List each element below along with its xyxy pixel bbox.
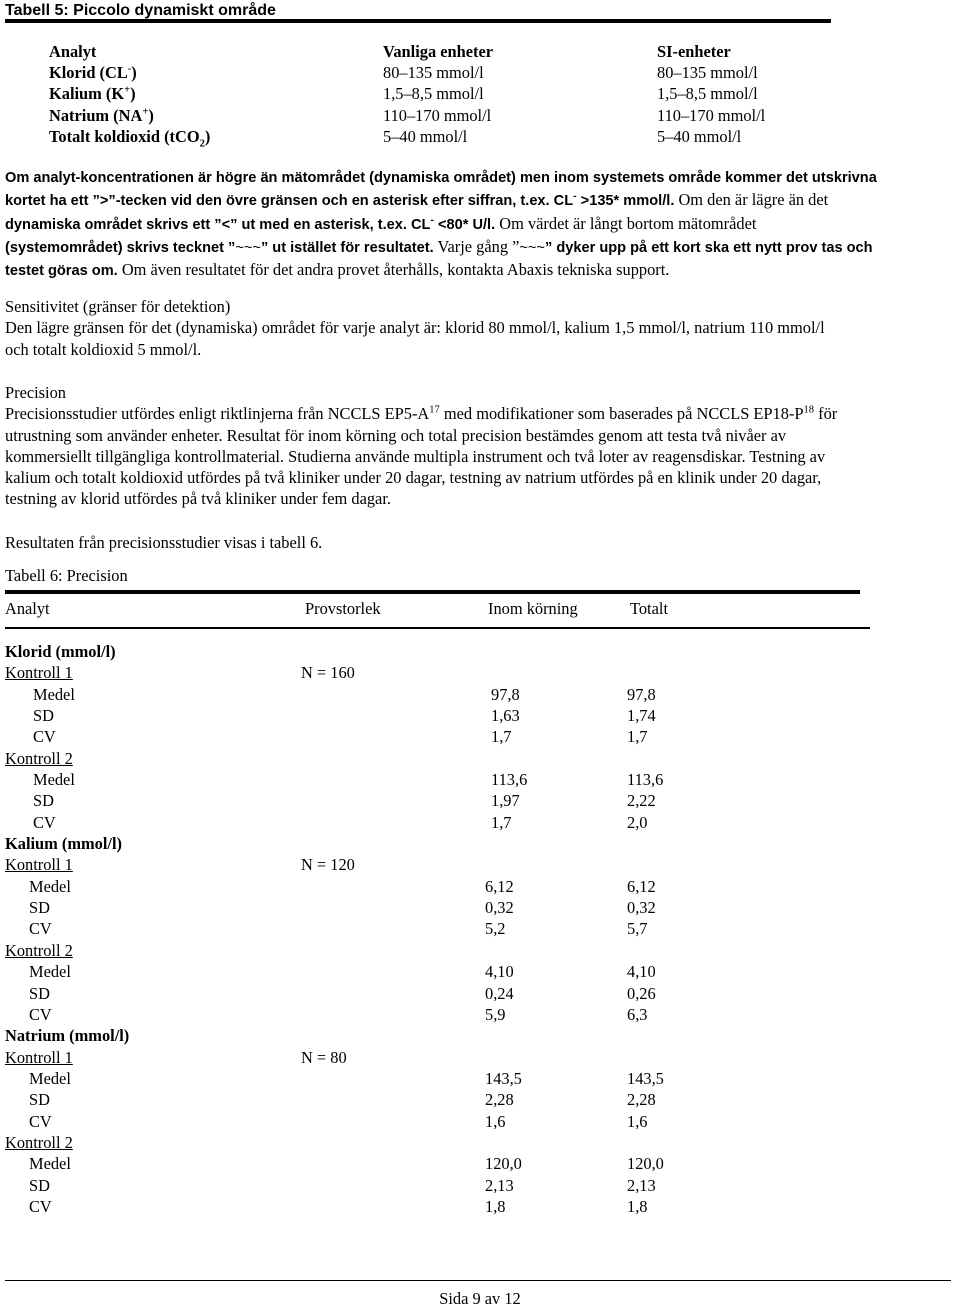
control-row [5,854,905,875]
precision-line: testning av klorid utfördes på två kliniker under fem dagar. [5,489,391,509]
total-value: 1,6 [627,1111,648,1131]
control-label: Kontroll 2 [5,1132,73,1152]
total-value: 1,8 [627,1196,648,1216]
page-number: Sida 9 av 12 [439,1289,521,1308]
total-value: 0,32 [627,898,656,918]
stat-label: CV [33,812,56,832]
within-run-value: 120,0 [485,1154,522,1174]
stat-label: CV [29,1004,52,1024]
stat-label: SD [33,706,54,726]
within-run-value: 1,7 [491,812,512,832]
total-value: 6,12 [627,876,656,896]
total-value: 5,7 [627,919,648,939]
precision-line: Precisionsstudier utfördes enligt riktlinjerna från NCCLS $EP5-A^{17}$ med modifikationer som baserades på NCCLS $EP18-P^{18}$ för [5,404,838,424]
stat-label: Medel [33,770,75,790]
within-run-value: 5,9 [485,1004,506,1024]
paragraph-line: Om analyt-koncentrationen är högre än mätområdet (dynamiska området) men inom systemets område kommer det utskrivna [5,170,877,186]
table5-title: Tabell 5: Piccolo dynamiskt område [5,2,276,19]
stat-row [5,812,905,833]
stat-row [5,1068,905,1089]
total-value: 143,5 [627,1068,664,1088]
total-value: 0,26 [627,983,656,1003]
stat-label: Medel [29,962,71,982]
si-range: 1,5–8,5 mmol/l [657,84,758,104]
total-value: 2,22 [627,791,656,811]
analyte-group-row [5,641,905,662]
control-label: Kontroll 1 [5,1047,73,1067]
reference-17: 17 [429,404,440,416]
table6-top-rule [5,590,860,594]
stat-label: CV [29,1111,52,1131]
si-range: 110–170 mmol/l [657,105,766,125]
analyte-name: Natrium (NA+) [49,105,154,125]
stat-row [5,1111,905,1132]
precision-section [5,382,950,510]
analyte-name: Kalium (K+) [49,84,136,104]
analyte-group-label: Klorid (mmol/l) [5,642,116,661]
stat-row [5,897,905,918]
header-si: SI-enheter [657,42,731,61]
stat-label: SD [29,1090,50,1110]
total-value: 2,28 [627,1090,656,1110]
t6-header-total: Totalt [630,599,668,618]
within-run-value: 0,24 [485,983,514,1003]
table6-header-rule [5,627,870,629]
analyte-group-row [5,833,905,854]
total-value: 2,13 [627,1175,656,1195]
total-value: 120,0 [627,1154,664,1174]
header-conventional: Vanliga enheter [383,42,494,61]
stat-label: CV [33,727,56,747]
t6-header-within-run: Inom körning [488,599,578,618]
control-row [5,1047,905,1068]
stat-row [5,790,905,811]
t6-header-analyt: Analyt [5,599,50,618]
precision-line: utrustning som använder enheter. Resultat för inom körning och total precision bestämdes genom att testa två nivåer av [5,425,787,445]
sample-size: N = 120 [301,855,355,875]
stat-label: Medel [29,876,71,896]
stat-row [5,961,905,982]
stat-row [5,876,905,897]
stat-row [5,705,905,726]
analyte-name: Totalt koldioxid (tCO$_2$) [49,126,211,150]
stat-row [5,684,905,705]
control-row [5,940,905,961]
conventional-range: 5–40 mmol/l [383,126,468,146]
table6-body [5,641,905,1217]
within-run-value: 1,8 [485,1196,506,1216]
stat-row [5,1004,905,1025]
total-value: 97,8 [627,684,656,704]
stat-label: Medel [33,684,75,704]
sensitivity-line: Den lägre gränsen för det (dynamiska) området för varje analyt är: klorid 80 mmol/l, kalium 1,5 mmol/l, natrium 110 mmol/l [5,318,825,338]
table5-top-rule [5,19,831,23]
sensitivity-section [5,296,950,360]
stat-label: Medel [29,1068,71,1088]
conventional-range: 1,5–8,5 mmol/l [383,84,484,104]
stat-row [5,726,905,747]
within-run-value: 97,8 [491,684,520,704]
within-run-value: 4,10 [485,962,514,982]
precision-heading: Precision [5,383,67,402]
analyte-name: Klorid (CL-) [49,63,137,83]
total-value: 1,7 [627,727,648,747]
control-row [5,1132,905,1153]
sample-size: N = 160 [301,663,355,683]
conventional-range: 110–170 mmol/l [383,105,492,125]
control-row [5,662,905,683]
conventional-range: 80–135 mmol/l [383,63,484,83]
stat-label: CV [29,1196,52,1216]
sensitivity-line: och totalt koldioxid 5 mmol/l. [5,339,202,359]
stat-row [5,983,905,1004]
within-run-value: 113,6 [491,770,528,790]
stat-row [5,1089,905,1110]
stat-row [5,1196,905,1217]
reference-18: 18 [803,404,815,416]
control-label: Kontroll 1 [5,663,73,683]
control-label: Kontroll 2 [5,748,73,768]
stat-row [5,769,905,790]
stat-row [5,1153,905,1174]
stat-row [5,1175,905,1196]
within-run-value: 1,63 [491,706,520,726]
within-run-value: 2,13 [485,1175,514,1195]
stat-label: SD [33,791,54,811]
stat-label: SD [29,898,50,918]
control-label: Kontroll 2 [5,940,73,960]
paragraph-line: kortet ha ett ”>”-tecken vid den övre gränsen och en asterisk efter siffran, t.ex. CL- >135* mmol/l. Om den är lägre än det [5,190,829,210]
within-run-value: 143,5 [485,1068,522,1088]
header-analyt: Analyt [49,42,97,61]
total-value: 6,3 [627,1004,648,1024]
within-run-value: 0,32 [485,898,514,918]
total-value: 4,10 [627,962,656,982]
paragraph-line: dynamiska området skrivs ett ”<” ut med en asterisk, t.ex. CL- <80* U/l. Om värdet är långt bortom mätområdet [5,213,757,233]
sample-size: N = 80 [301,1047,347,1067]
table6-title: Tabell 6: Precision [5,566,128,585]
analyte-group-label: Kalium (mmol/l) [5,834,122,854]
within-run-value: 1,6 [485,1111,506,1131]
si-range: 80–135 mmol/l [657,63,758,83]
analyte-group-label: Natrium (mmol/l) [5,1026,130,1046]
within-run-value: 1,97 [491,791,520,811]
precision-line: kalium och totalt koldioxid utfördes på två kliniker under 20 dagar, testning av natrium utfördes på en klinik under 20 dagar, [5,468,822,488]
analyte-group-row [5,1025,905,1046]
dynamic-range-paragraph [5,168,950,282]
control-row [5,748,905,769]
within-run-value: 1,7 [491,727,512,747]
total-value: 1,74 [627,706,656,726]
within-run-value: 6,12 [485,876,514,896]
within-run-value: 2,28 [485,1090,514,1110]
stat-label: SD [29,983,50,1003]
stat-label: SD [29,1175,50,1195]
total-value: 2,0 [627,812,648,832]
footer-rule [5,1280,951,1281]
paragraph-line: (systemområdet) skrivs tecknet ”~~~” ut istället för resultatet. Varje gång ”~~~” dyker upp på ett kort ska ett nytt prov tas och [5,236,873,256]
precision-line: kommersiellt tillgängliga kontrollmaterial. Studierna använde multipla instrument och två loter av reagensdiskar. Testning av [5,446,826,466]
control-label: Kontroll 1 [5,855,73,875]
sensitivity-heading: Sensitivitet (gränser för detektion) [5,297,231,316]
stat-label: Medel [29,1154,71,1174]
paragraph-line: testet göras om. Om även resultatet för det andra provet återhålls, kontakta Abaxis tekniska support. [5,260,670,280]
si-range: 5–40 mmol/l [657,126,742,146]
results-note: Resultaten från precisionsstudier visas i tabell 6. [5,533,323,552]
within-run-value: 5,2 [485,919,506,939]
t6-header-sample-size: Provstorlek [305,599,381,618]
stat-label: CV [29,919,52,939]
stat-row [5,918,905,939]
total-value: 113,6 [627,770,664,790]
